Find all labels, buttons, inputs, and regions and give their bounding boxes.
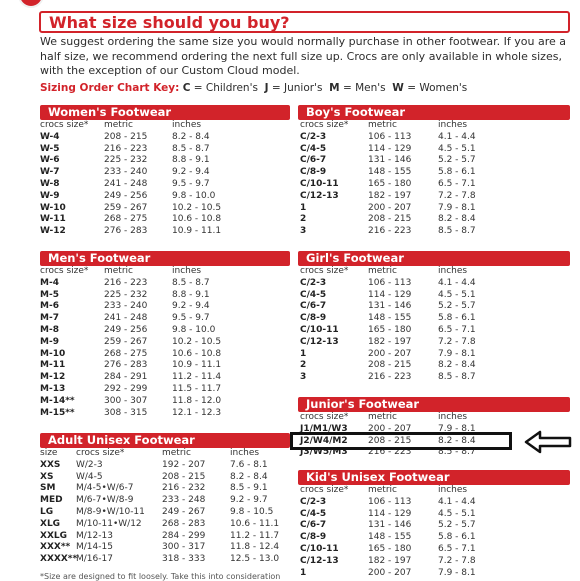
table-cell: 5.2 - 5.7 (438, 520, 476, 531)
table-cell: 9.2 - 9.4 (172, 167, 210, 178)
table-row (298, 532, 570, 544)
table-cell: 7.6 - 8.1 (230, 459, 268, 470)
table-row (298, 509, 570, 521)
table-cell: 9.2 - 9.4 (172, 301, 210, 312)
size-key-label: Sizing Order Chart Key: (40, 82, 180, 94)
column-header: crocs size* (40, 120, 89, 130)
table-cell: 7.9 - 8.1 (438, 567, 476, 578)
table-cell: 300 - 307 (104, 395, 148, 406)
section-title: Kid's Unisex Footwear (298, 470, 570, 485)
section-title: Men's Footwear (40, 251, 290, 266)
table-cell: C/12-13 (300, 336, 339, 347)
table-cell: 11.8 - 12.0 (172, 395, 222, 406)
column-header: metric (368, 266, 397, 276)
column-header: inches (230, 448, 260, 458)
column-header: inches (172, 120, 202, 130)
adult-unisex-footwear-table (40, 433, 290, 566)
table-cell: 182 - 197 (368, 555, 412, 566)
table-cell: M-11 (40, 360, 66, 371)
table-row (298, 155, 570, 167)
table-cell: 200 - 207 (368, 202, 412, 213)
table-cell: 10.9 - 11.1 (172, 360, 222, 371)
table-cell: 6.5 - 7.1 (438, 178, 476, 189)
table-cell: W-8 (40, 178, 60, 189)
table-cell: 11.5 - 11.7 (172, 383, 222, 394)
table-cell: W-6 (40, 155, 60, 166)
table-cell: 5.8 - 6.1 (438, 167, 476, 178)
table-cell: 300 - 317 (162, 542, 206, 553)
key-c: C (182, 82, 191, 94)
table-row (40, 360, 290, 372)
table-cell: 148 - 155 (368, 167, 412, 178)
table-cell: C/2-3 (300, 496, 327, 507)
table-row (40, 290, 290, 302)
table-row (40, 214, 290, 226)
column-header: metric (368, 412, 397, 422)
table-cell: J1/M1/W3 (300, 423, 348, 434)
table-row (40, 542, 290, 554)
table-row (298, 226, 570, 238)
size-key (40, 82, 467, 94)
table-cell: J2/W4/M2 (300, 435, 348, 446)
column-header: crocs size* (76, 448, 125, 458)
table-cell: 114 - 129 (368, 508, 412, 519)
table-row (298, 497, 570, 509)
column-header: inches (172, 266, 202, 276)
table-cell: C/12-13 (300, 555, 339, 566)
table-cell: 114 - 129 (368, 143, 412, 154)
table-cell: 7.9 - 8.1 (438, 348, 476, 359)
table-row (298, 325, 570, 337)
table-cell: 5.8 - 6.1 (438, 532, 476, 543)
table-cell: 7.2 - 7.8 (438, 190, 476, 201)
table-cell: 8.5 - 8.7 (438, 372, 476, 383)
table-cell: 200 - 207 (368, 423, 412, 434)
column-header: metric (162, 448, 191, 458)
table-cell: M-10 (40, 348, 66, 359)
column-headers (40, 266, 290, 278)
table-row (298, 167, 570, 179)
table-cell: XXXX** (40, 554, 78, 565)
table-row (40, 325, 290, 337)
table-cell: 200 - 207 (368, 567, 412, 578)
table-cell: 308 - 315 (104, 407, 148, 418)
table-cell: 284 - 291 (104, 372, 148, 383)
table-row (40, 472, 290, 484)
table-row (40, 132, 290, 144)
table-cell: 259 - 267 (104, 202, 148, 213)
page-title: What size should you buy? (49, 13, 290, 32)
table-cell: 216 - 223 (368, 226, 412, 237)
table-cell: W-9 (40, 190, 60, 201)
table-cell: 131 - 146 (368, 155, 412, 166)
table-cell: 5.8 - 6.1 (438, 313, 476, 324)
title-banner (39, 11, 570, 33)
table-cell: 9.8 - 10.5 (230, 506, 274, 517)
table-row (298, 191, 570, 203)
table-cell: 2 (300, 214, 307, 225)
table-cell: 9.2 - 9.7 (230, 495, 268, 506)
intro-text: We suggest ordering the same size you would normally purchase in other footwear. If you are a half size, we recommend ordering the next full size up. Crocs are only available in whole sizes, with the exception of our Custom Cloud model. (40, 35, 567, 77)
table-row (298, 520, 570, 532)
table-cell: 165 - 180 (368, 324, 412, 335)
table-cell: 8.5 - 8.7 (172, 277, 210, 288)
table-row (40, 384, 290, 396)
column-header: metric (104, 120, 133, 130)
table-cell: 106 - 113 (368, 277, 412, 288)
crocs-logo-icon (18, 0, 44, 8)
table-cell: 182 - 197 (368, 190, 412, 201)
table-cell: 4.5 - 5.1 (438, 508, 476, 519)
table-cell: 8.2 - 8.4 (438, 435, 476, 446)
table-cell: 216 - 223 (368, 447, 412, 458)
table-row (40, 226, 290, 238)
table-row (40, 155, 290, 167)
table-cell: 8.2 - 8.4 (230, 471, 268, 482)
table-cell: W/2-3 (76, 459, 103, 470)
table-cell: C/8-9 (300, 532, 327, 543)
table-cell: 5.2 - 5.7 (438, 301, 476, 312)
table-row (298, 349, 570, 361)
table-cell: 259 - 267 (104, 336, 148, 347)
table-cell: M/10-11•W/12 (76, 518, 142, 529)
key-m: M (329, 82, 340, 94)
table-cell: 5.2 - 5.7 (438, 155, 476, 166)
table-cell: M/4-5•W/6-7 (76, 483, 134, 494)
section-title: Women's Footwear (40, 105, 290, 120)
table-cell: 8.5 - 8.7 (438, 226, 476, 237)
table-cell: 182 - 197 (368, 336, 412, 347)
table-cell: M/16-17 (76, 554, 113, 565)
table-row (40, 554, 290, 566)
kids-unisex-footwear-table (298, 470, 570, 579)
table-cell: M-15** (40, 407, 75, 418)
mens-footwear-table (40, 251, 290, 419)
table-cell: 8.2 - 8.4 (438, 214, 476, 225)
key-w: W (392, 82, 404, 94)
column-header: inches (438, 412, 468, 422)
table-cell: M-12 (40, 372, 66, 383)
table-cell: C/4-5 (300, 143, 327, 154)
table-cell: 216 - 223 (104, 143, 148, 154)
table-row (40, 179, 290, 191)
section-title: Girl's Footwear (298, 251, 570, 266)
table-cell: 208 - 215 (162, 471, 206, 482)
table-cell: 216 - 223 (104, 277, 148, 288)
table-cell: M/8-9•W/10-11 (76, 506, 145, 517)
table-cell: M-8 (40, 324, 59, 335)
table-cell: 7.2 - 7.8 (438, 555, 476, 566)
table-cell: M-6 (40, 301, 59, 312)
key-j: J (264, 82, 269, 94)
table-cell: W-5 (40, 143, 60, 154)
column-headers (40, 120, 290, 132)
table-cell: 8.5 - 9.1 (230, 483, 268, 494)
table-cell: W-7 (40, 167, 60, 178)
table-cell: C/2-3 (300, 277, 327, 288)
table-cell: 12.1 - 12.3 (172, 407, 222, 418)
table-row (40, 144, 290, 156)
intro-paragraph (40, 35, 572, 79)
column-header: crocs size* (300, 266, 349, 276)
table-cell: M-9 (40, 336, 59, 347)
table-cell: 208 - 215 (368, 435, 412, 446)
boys-footwear-table (298, 105, 570, 238)
table-cell: 268 - 275 (104, 214, 148, 225)
table-row (40, 191, 290, 203)
table-row (40, 301, 290, 313)
table-cell: 8.2 - 8.4 (438, 360, 476, 371)
table-cell: C/2-3 (300, 131, 327, 142)
table-row (298, 144, 570, 156)
table-cell: 9.5 - 9.7 (172, 178, 210, 189)
table-cell: 6.5 - 7.1 (438, 324, 476, 335)
table-row (298, 313, 570, 325)
table-cell: W-10 (40, 202, 66, 213)
table-cell: 1 (300, 348, 307, 359)
table-cell: C/10-11 (300, 178, 339, 189)
table-cell: C/4-5 (300, 289, 327, 300)
table-cell: M-7 (40, 313, 59, 324)
table-row (298, 301, 570, 313)
girls-footwear-table (298, 251, 570, 384)
table-cell: C/10-11 (300, 324, 339, 335)
table-cell: 148 - 155 (368, 532, 412, 543)
table-cell: 4.5 - 5.1 (438, 289, 476, 300)
table-cell: 268 - 275 (104, 348, 148, 359)
womens-footwear-table (40, 105, 290, 238)
table-row (40, 408, 290, 420)
table-cell: M-5 (40, 289, 59, 300)
table-row (40, 460, 290, 472)
table-row (298, 568, 570, 580)
table-cell: C/10-11 (300, 543, 339, 554)
table-cell: 106 - 113 (368, 496, 412, 507)
table-row (298, 179, 570, 191)
highlight-box (290, 432, 512, 450)
table-cell: 233 - 240 (104, 301, 148, 312)
column-header: crocs size* (40, 266, 89, 276)
section-title: Adult Unisex Footwear (40, 433, 290, 448)
section-title: Junior's Footwear (298, 397, 570, 412)
table-cell: W-4 (40, 131, 60, 142)
column-header: metric (104, 266, 133, 276)
table-cell: LG (40, 506, 54, 517)
table-cell: XLG (40, 518, 61, 529)
key-c-text: = Children's (193, 82, 258, 94)
table-cell: SM (40, 483, 56, 494)
column-headers (40, 448, 290, 460)
key-w-text: = Women's (407, 82, 468, 94)
table-cell: 10.2 - 10.5 (172, 202, 222, 213)
table-cell: 9.8 - 10.0 (172, 324, 216, 335)
footnote: *Size are designed to fit loosely. Take this into consideration (40, 572, 281, 581)
table-cell: J3/W5/M3 (300, 447, 348, 458)
table-cell: 106 - 113 (368, 131, 412, 142)
table-row (40, 313, 290, 325)
column-header: metric (368, 485, 397, 495)
column-headers (298, 120, 570, 132)
table-cell: 208 - 215 (368, 360, 412, 371)
table-cell: 249 - 256 (104, 324, 148, 335)
section-title: Boy's Footwear (298, 105, 570, 120)
table-cell: 4.1 - 4.4 (438, 131, 476, 142)
table-cell: C/4-5 (300, 508, 327, 519)
table-row (298, 372, 570, 384)
table-cell: 8.2 - 8.4 (172, 131, 210, 142)
table-cell: 233 - 248 (162, 495, 206, 506)
column-headers (298, 266, 570, 278)
table-cell: 233 - 240 (104, 167, 148, 178)
table-cell: 249 - 267 (162, 506, 206, 517)
table-row (40, 203, 290, 215)
table-cell: 10.6 - 10.8 (172, 214, 222, 225)
table-row (298, 132, 570, 144)
table-cell: C/12-13 (300, 190, 339, 201)
table-cell: 225 - 232 (104, 155, 148, 166)
table-cell: 200 - 207 (368, 348, 412, 359)
table-cell: 4.5 - 5.1 (438, 143, 476, 154)
table-cell: M-13 (40, 383, 66, 394)
table-cell: M/6-7•W/8-9 (76, 495, 134, 506)
table-row (40, 278, 290, 290)
table-cell: 318 - 333 (162, 554, 206, 565)
table-cell: 3 (300, 226, 307, 237)
table-cell: 8.5 - 8.7 (438, 447, 476, 458)
table-cell: W-12 (40, 226, 66, 237)
table-cell: 249 - 256 (104, 190, 148, 201)
table-cell: 216 - 232 (162, 483, 206, 494)
table-cell: 10.9 - 11.1 (172, 226, 222, 237)
table-cell: 4.1 - 4.4 (438, 277, 476, 288)
table-cell: 10.6 - 11.1 (230, 518, 280, 529)
table-cell: 7.2 - 7.8 (438, 336, 476, 347)
table-cell: 165 - 180 (368, 543, 412, 554)
column-header: metric (368, 120, 397, 130)
table-cell: 225 - 232 (104, 289, 148, 300)
table-cell: 131 - 146 (368, 520, 412, 531)
table-cell: 192 - 207 (162, 459, 206, 470)
table-row (40, 372, 290, 384)
table-row (40, 396, 290, 408)
table-row (298, 278, 570, 290)
column-header: inches (438, 485, 468, 495)
table-cell: 292 - 299 (104, 383, 148, 394)
table-cell: 9.5 - 9.7 (172, 313, 210, 324)
left-arrow-icon (524, 430, 572, 454)
table-cell: 11.2 - 11.7 (230, 530, 280, 541)
table-cell: 3 (300, 372, 307, 383)
column-header: crocs size* (300, 412, 349, 422)
table-row (40, 507, 290, 519)
table-cell: 241 - 248 (104, 313, 148, 324)
table-row (40, 495, 290, 507)
table-cell: C/8-9 (300, 167, 327, 178)
column-header: inches (438, 266, 468, 276)
table-cell: XXLG (40, 530, 67, 541)
table-cell: C/8-9 (300, 313, 327, 324)
table-cell: XS (40, 471, 54, 482)
table-cell: MED (40, 495, 63, 506)
table-row (298, 556, 570, 568)
column-header: crocs size* (300, 120, 349, 130)
table-cell: 8.8 - 9.1 (172, 289, 210, 300)
table-cell: 131 - 146 (368, 301, 412, 312)
table-cell: 276 - 283 (104, 226, 148, 237)
table-cell: 7.9 - 8.1 (438, 202, 476, 213)
table-cell: 6.5 - 7.1 (438, 543, 476, 554)
table-row (40, 519, 290, 531)
table-cell: 9.8 - 10.0 (172, 190, 216, 201)
column-headers (298, 412, 570, 424)
table-row (298, 290, 570, 302)
table-cell: XXX** (40, 542, 71, 553)
table-cell: C/6-7 (300, 155, 327, 166)
key-m-text: = Men's (342, 82, 386, 94)
table-cell: 11.8 - 12.4 (230, 542, 280, 553)
table-cell: 8.8 - 9.1 (172, 155, 210, 166)
table-cell: 114 - 129 (368, 289, 412, 300)
table-row (298, 544, 570, 556)
table-row (298, 203, 570, 215)
table-cell: 216 - 223 (368, 372, 412, 383)
table-cell: 7.9 - 8.1 (438, 423, 476, 434)
table-row (40, 349, 290, 361)
column-header: inches (438, 120, 468, 130)
table-cell: 4.1 - 4.4 (438, 496, 476, 507)
column-header: crocs size* (300, 485, 349, 495)
key-j-text: = Junior's (271, 82, 323, 94)
table-cell: 284 - 299 (162, 530, 206, 541)
table-cell: M/12-13 (76, 530, 113, 541)
table-cell: C/6-7 (300, 301, 327, 312)
table-cell: 12.5 - 13.0 (230, 554, 280, 565)
table-row (40, 337, 290, 349)
table-cell: 165 - 180 (368, 178, 412, 189)
table-row (298, 360, 570, 372)
table-cell: 8.5 - 8.7 (172, 143, 210, 154)
table-cell: 241 - 248 (104, 178, 148, 189)
table-cell: 1 (300, 202, 307, 213)
table-cell: M/14-15 (76, 542, 113, 553)
table-cell: W-11 (40, 214, 66, 225)
table-cell: 276 - 283 (104, 360, 148, 371)
column-header: size (40, 448, 58, 458)
column-headers (298, 485, 570, 497)
table-row (298, 337, 570, 349)
table-row (40, 531, 290, 543)
table-row (298, 214, 570, 226)
table-cell: 148 - 155 (368, 313, 412, 324)
table-cell: 10.6 - 10.8 (172, 348, 222, 359)
table-cell: W/4-5 (76, 471, 103, 482)
table-cell: M-14** (40, 395, 75, 406)
table-row (40, 167, 290, 179)
table-cell: 208 - 215 (368, 214, 412, 225)
table-cell: M-4 (40, 277, 59, 288)
table-cell: 1 (300, 567, 307, 578)
table-cell: 208 - 215 (104, 131, 148, 142)
table-cell: 268 - 283 (162, 518, 206, 529)
table-cell: 10.2 - 10.5 (172, 336, 222, 347)
table-cell: 2 (300, 360, 307, 371)
table-cell: XXS (40, 459, 61, 470)
table-cell: C/6-7 (300, 520, 327, 531)
table-cell: 11.2 - 11.4 (172, 372, 222, 383)
table-row (40, 483, 290, 495)
